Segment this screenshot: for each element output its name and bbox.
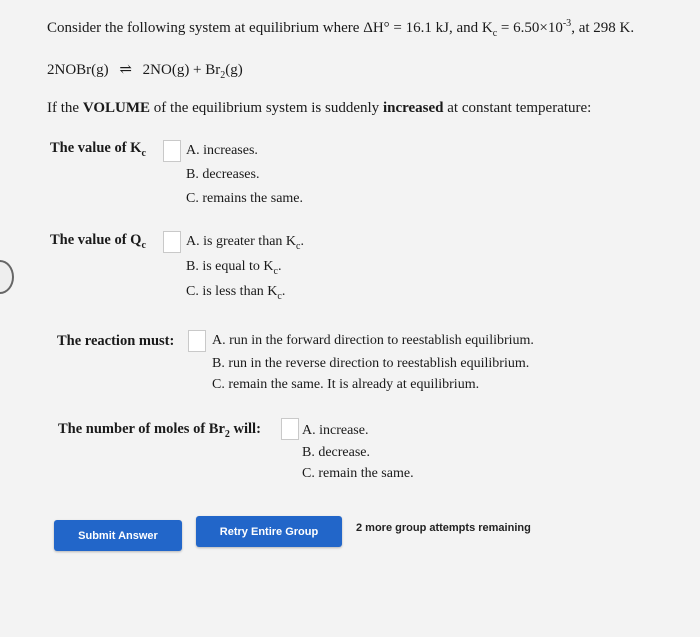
part2-option-a-sub: c [296, 240, 301, 252]
part2-option-c-sub: c [277, 290, 282, 302]
part2-label-sub: c [141, 239, 146, 251]
part3-option-b: B. run in the reverse direction to reestablish equilibrium. [212, 356, 530, 371]
part1-answer-input[interactable] [163, 140, 181, 162]
part3-label: The reaction must: [57, 333, 175, 349]
kc-subscript: c [492, 28, 498, 39]
part2-option-a-text: A. is greater than K [186, 234, 297, 249]
question-intro [47, 18, 634, 39]
intro-text: Consider the following system at equilibrium where ΔH° = 16.1 kJ, and K [47, 20, 493, 36]
part4-option-b: B. decrease. [302, 445, 371, 460]
equilibrium-arrow-icon: ⇌ [119, 62, 132, 78]
part2-option-a-end: . [300, 234, 304, 249]
part2-answer-input[interactable] [163, 231, 181, 253]
reaction-equation [47, 60, 243, 81]
part1-label [50, 140, 146, 159]
condition-prefix: If the [47, 100, 83, 116]
part1-label-sub: c [141, 147, 146, 159]
part3-option-c: C. remain the same. It is already at equilibrium. [212, 377, 480, 392]
part4-label-end: will: [229, 421, 261, 437]
condition-middle: of the equilibrium system is suddenly [150, 100, 383, 116]
condition-volume: VOLUME [82, 100, 151, 116]
kc-exponent: -3 [562, 18, 572, 29]
part2-option-b-text: B. is equal to K [186, 259, 274, 274]
part2-option-b [186, 259, 281, 277]
part2-option-b-end: . [277, 259, 282, 274]
kc-value: = 6.50×10 [497, 20, 563, 36]
part1-option-a: A. increases. [186, 143, 258, 158]
side-panel-handle[interactable] [0, 260, 14, 294]
part2-option-b-sub: c [273, 265, 278, 277]
part1-option-c: C. remains the same. [186, 191, 304, 206]
attempts-remaining-text: 2 more group attempts remaining [356, 522, 531, 534]
part3-option-a: A. run in the forward direction to reestablish equilibrium. [212, 333, 534, 348]
part4-answer-input[interactable] [281, 418, 299, 440]
condition-increased: increased [382, 100, 444, 116]
product-phase: (g) [225, 62, 243, 78]
part4-option-a: A. increase. [302, 423, 369, 438]
part2-label-text: The value of Q [50, 232, 142, 248]
part3-answer-input[interactable] [188, 330, 206, 352]
product: 2NO(g) + Br [142, 62, 221, 78]
submit-answer-button[interactable]: Submit Answer [54, 520, 182, 551]
part1-label-text: The value of K [50, 140, 142, 156]
part2-option-c-text: C. is less than K [186, 284, 278, 299]
part4-label-text: The number of moles of Br [58, 421, 225, 437]
br-subscript: 2 [220, 70, 226, 81]
part4-option-c: C. remain the same. [302, 466, 414, 481]
part4-label [58, 421, 261, 440]
temperature-text: , at 298 K. [571, 20, 635, 36]
condition-suffix: at constant temperature: [443, 100, 592, 116]
part2-option-c-end: . [281, 284, 286, 299]
part1-option-b: B. decreases. [186, 167, 260, 182]
retry-entire-group-button[interactable]: Retry Entire Group [196, 516, 342, 547]
part2-option-a [186, 234, 304, 252]
reactant: 2NOBr(g) [47, 62, 109, 78]
condition-text [47, 100, 591, 117]
part2-label [50, 232, 146, 251]
part4-label-sub: 2 [224, 428, 230, 440]
part2-option-c [186, 284, 285, 302]
